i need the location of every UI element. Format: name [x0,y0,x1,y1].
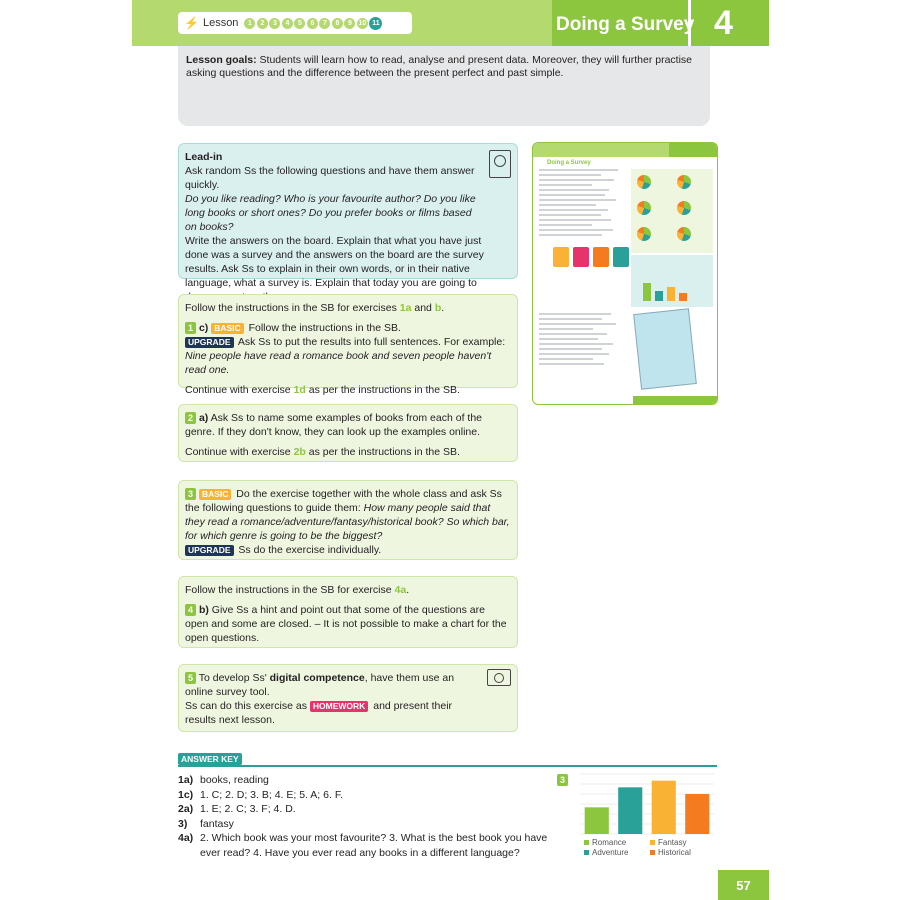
exercise-2-continue: Continue with exercise 2b as per the instructions in the SB. [185,446,460,458]
thumbnail-bar-chart [631,255,713,307]
answer-key-ref: 3) [178,817,188,830]
exercise-4-box [178,576,518,648]
exercise-1c: 1 c) BASIC Follow the instructions in the SB. [185,321,511,335]
answer-key-answer: books, reading [200,774,269,786]
exercise-1c-upgrade: UPGRADE Ask Ss to put the results into full sentences. For example: [185,335,511,349]
lesson-dot-7[interactable]: 7 [319,18,330,29]
thumbnail-clipboard [633,308,697,389]
chart-bar-fantasy [652,781,676,834]
exercise-1-box [178,294,518,396]
answer-key-ref: 1a) [178,774,194,786]
lesson-navigator [178,12,412,34]
homework-tag: HOMEWORK [310,701,368,712]
exercise-1-continue: Continue with exercise 1d as per the instructions in the SB. [185,384,460,396]
lead-in-heading: Lead-in [185,151,223,163]
lesson-dot-4[interactable]: 4 [282,18,293,29]
exercise-5-box [178,664,518,732]
answer-key-answer: 2. Which book was your most favourite? 3. What is the best book you have ever read? 4. Have you ever read any books in a different language? [200,832,548,859]
thumbnail-header [533,143,717,157]
lesson-dots [244,17,384,30]
chart-bar-romance [585,807,609,834]
answer-key-answer: fantasy [200,817,234,830]
exercise-number-badge: 1 [185,322,196,334]
answer-key-label: ANSWER KEY [178,753,242,765]
exercise-3-upgrade: UPGRADE Ss do the exercise individually. [185,543,511,557]
lesson-dot-1[interactable]: 1 [244,18,255,29]
upgrade-tag: UPGRADE [185,337,234,348]
exercise-5-homework: Ss can do this exercise as HOMEWORK and present their results next lesson. [185,700,453,726]
exercise-1c-example: Nine people have read a romance book and seven people haven't read one. [185,350,492,376]
legend-swatch [650,840,655,845]
book-icon [489,150,511,178]
answer-key-row [178,773,558,788]
exercise-number-badge: 2 [185,412,196,424]
basic-tag: BASIC [199,489,231,500]
thumbnail-text-lines [539,169,627,239]
answer-key-row [178,788,558,803]
answer-key-rule [178,765,717,767]
lesson-dot-9[interactable]: 9 [344,18,355,29]
lesson-dot-10[interactable]: 10 [358,19,367,27]
legend-label: Historical [658,848,691,857]
answer-key-row [178,817,558,832]
exercise-4-intro: Follow the instructions in the SB for exercise 4a. [185,584,410,596]
online-survey-icon [487,669,511,686]
exercise-3-text: 3 BASIC Do the exercise together with the whole class and ask Ss the following questions to guide them: How many people said that they read a romance/adventure/fantasy/historical book? So which bar, for which genre is going to be the biggest? [185,488,510,542]
student-book-thumbnail [532,142,718,405]
exercise-2a: 2 a) Ask Ss to name some examples of books from each of the genre. If they don't know, they can look up the examples online. [185,412,482,438]
page-number: 57 [718,870,769,900]
exercise-3-box [178,480,518,560]
thumbnail-text-lines-lower [539,313,629,368]
exercise-2-box [178,404,518,462]
legend-swatch [584,850,589,855]
exercise-1-intro: Follow the instructions in the SB for exercises 1a and b. [185,302,445,314]
upgrade-tag: UPGRADE [185,545,234,556]
unit-number: 4 [714,4,733,42]
exercise-5-text: 5 To develop Ss' digital competence, have them use an online survey tool. [185,672,455,698]
thumbnail-pie-charts [631,169,713,253]
lesson-dot-6[interactable]: 6 [307,18,318,29]
genre-bar-chart [574,768,719,860]
page-title: Doing a Survey [556,14,695,35]
legend-label: Fantasy [658,838,687,847]
lesson-label: Lesson [202,17,239,29]
legend-swatch [650,850,655,855]
exercise-number-badge: 4 [185,604,196,616]
exercise-number-badge: 3 [185,488,196,500]
thumbnail-book-covers [553,247,629,267]
chart-exercise-badge: 3 [557,774,568,786]
answer-key-answer: 1. E; 2. C; 3. F; 4. D. [200,803,296,815]
answer-key-row [178,831,558,860]
lesson-dot-3[interactable]: 3 [269,18,280,29]
legend-label: Adventure [592,848,629,857]
lesson-goals-text: Students will learn how to read, analyse and present data. Moreover, they will further practise asking questions and the difference between the present perfect and past simple. [186,54,693,79]
lesson-goals-label: Lesson goals: [186,54,257,66]
chart-bar-adventure [618,787,642,834]
legend-label: Romance [592,838,627,847]
lead-in-box [178,143,518,289]
lesson-dot-11[interactable]: 11 [369,17,382,30]
basic-tag: BASIC [211,323,243,334]
lead-in-line1: Ask random Ss the following questions and have them answer quickly. [185,165,475,191]
lightning-icon: ⚡ [184,16,199,30]
answer-key-list [178,773,558,860]
answer-key-ref: 1c) [178,788,194,801]
legend-swatch [584,840,589,845]
thumbnail-footer [633,396,718,404]
exercise-number-badge: 5 [185,672,196,684]
answer-key-answer: 1. C; 2. D; 3. B; 4. E; 5. A; 6. F. [200,788,343,801]
answer-key-ref: 4a) [178,832,194,844]
lead-in-questions: Do you like reading? Who is your favourite author? Do you like long books or short ones? Do you prefer books or films based on books? [185,193,476,233]
lesson-dot-8[interactable]: 8 [332,18,343,29]
lead-in-line2: Write the answers on the board. Explain that what you have just done was a survey and the answers on the board are the survey results. Ask Ss to explain in their own words, or in their native language, what a survey is. Explain that today you are going to [185,235,484,289]
exercise-4b: 4 b) Give Ss a hint and point out that some of the questions are open and some are closed. – It is not possible to make a chart for the open questions. [185,604,507,644]
answer-key-row [178,802,558,817]
chart-bar-historical [685,794,709,834]
answer-key-ref: 2a) [178,803,194,815]
lesson-dot-2[interactable]: 2 [257,18,268,29]
lesson-dot-5[interactable]: 5 [294,18,305,29]
lesson-goals [178,46,710,126]
thumbnail-title: Doing a Survey [547,160,591,166]
